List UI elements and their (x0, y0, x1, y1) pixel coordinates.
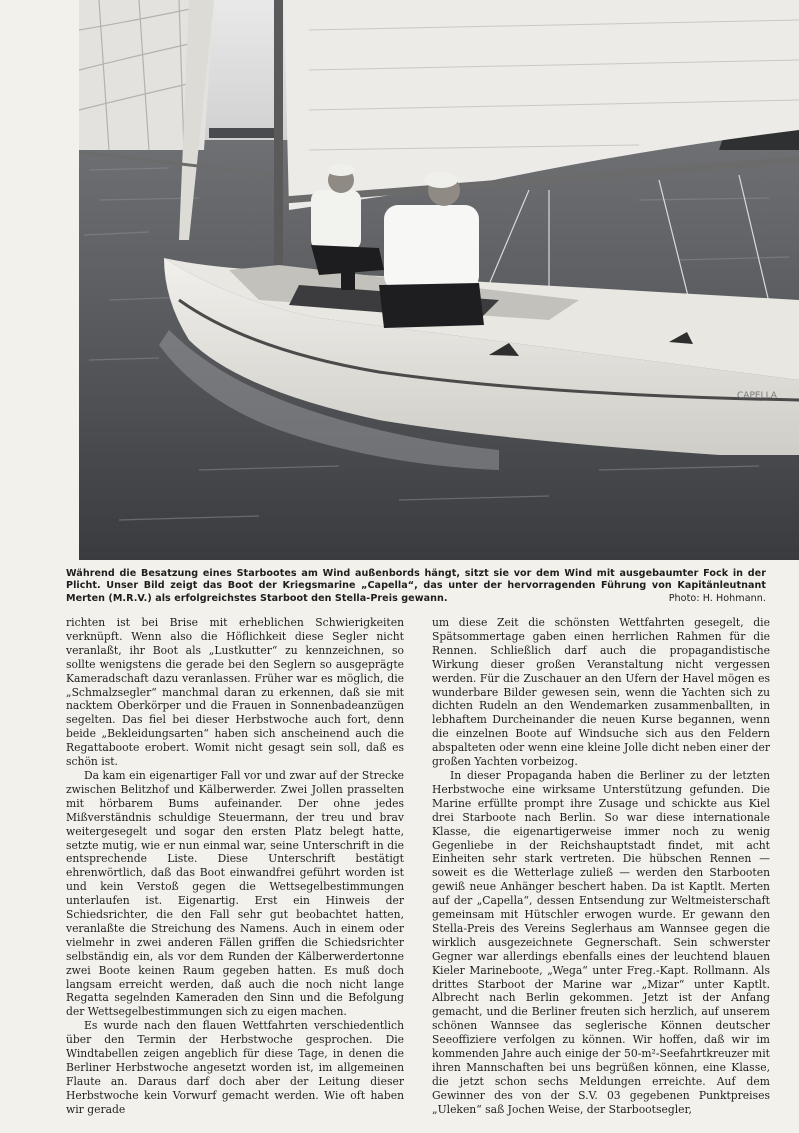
paragraph: um diese Zeit die schönsten Wettfahrten gesegelt, die Spätsommertage gaben einen herrlichen Rahmen für die Rennen. Schließlich darf auch die propagandistische Wirkung dieser großen Veranstaltung nicht vergessen werden. Für die Zuschauer an den Ufern der Havel mögen es wunderbare Bilder gewesen sein, wenn die Yachten sich zu dichten Rudeln an den Wendemarken zusammenballten, in lebhaftem Durcheinander die neuen Kurse begannen, wenn die einzelnen Boote auf Windsuche sich aus den Feldern abspalteten oder wenn eine kleine Jolle dicht neben einer der großen Yachten vorbeizog. (432, 616, 770, 769)
sailboat-photo (79, 0, 799, 560)
hull-lettering: CAPELLA (737, 391, 777, 401)
text-column-left (66, 616, 404, 1117)
photo-caption (66, 568, 766, 605)
paragraph: richten ist bei Brise mit erheblichen Schwierigkeiten verknüpft. Wenn also die Höflichkeit diese Segler nicht veranlaßt, ihr Boot als „Lustkutter“ zu kennzeichnen, so sollte wenigstens die gerade bei den Seglern so ausgeprägte Kameradschaft dazu veranlassen. Früher war es möglich, die „Schmalzsegler“ manchmal daran zu erkennen, daß sie mit nacktem Oberkörper und die Frauen in Sonnenbadeanzügen segelten. Das fiel bei dieser Herbstwoche auch fort, denn beide „Bekleidungsarten“ haben sich anscheinend auch die Regattaboote erobert. Womit nicht gesagt sein soll, daß es schön ist. (66, 616, 404, 769)
paragraph: In dieser Propaganda haben die Berliner zu der letzten Herbstwoche eine wirksame Unterstützung gefunden. Die Marine erfüllte prompt ihre Zusage und schickte aus Kiel drei Starboote nach Berlin. So war diese internationale Klasse, die eigenartigerweise immer noch zu wenig Gegenliebe in der Reichshauptstadt findet, mit acht Einheiten sehr stark vertreten. Die hübschen Rennen — soweit es die Wetterlage zuließ — werden den Starbooten gewiß neue Anhänger beschert haben. Da ist Kaptlt. Merten auf der „Capella“, dessen Entsendung zur Weltmeisterschaft gemeinsam mit Hütschler erwogen wurde. Er gewann den Stella-Preis des Vereins Seglerhaus am Wannsee gegen die wirklich ausgezeichnete Gegnerschaft. Sein schwerster Gegner war allerdings ebenfalls eines der leuchtend blauen Kieler Marineboote, „Wega“ unter Freg.-Kapt. Rollmann. Als drittes Starboot der Marine war „Mizar“ unter Kaptlt. Albrecht nach Berlin gekommen. Jetzt ist der Anfang gemacht, und die Berliner freuten sich herzlich, auf unserem schönen Wannsee das seglerische Können deutscher Seeoffiziere verfolgen zu können. Wir hoffen, daß wir im kommenden Jahre auch einige der 50-m²-Seefahrtkreuzer mit ihren Mannschaften bei uns begrüßen können, eine Klasse, die jetzt schon sechs Meldungen erreichte. Auf dem Gewinner des von der S.V. 03 gegebenen Punktpreises „Uleken“ saß Jochen Weise, der Starbootsegler, (432, 768, 770, 1116)
photo-credit: Photo: H. Hohmann. (668, 592, 766, 604)
caption-text: Während die Besatzung eines Starbootes am Wind außenbords hängt, sitzt sie vor dem Wind mit ausgebaumter Fock in der Plicht. Unser Bild zeigt das Boot der Kriegsmarine „Capella“, das unter der hervorragenden Führung von Kapitänleutnant Merten (M.R.V.) als erfolgreichstes Starboot den Stella-Preis gewann. (66, 568, 766, 604)
paragraph: Es wurde nach den flauen Wettfahrten verschiedentlich über den Termin der Herbstwoche gesprochen. Die Windtabellen zeigen angeblich für diese Tage, in denen die Berliner Herbstwoche angesetzt worden ist, im allgemeinen Flaute an. Daraus darf doch aber der Leitung dieser Herbstwoche kein Vorwurf gemacht werden. Wie oft haben wir gerade (66, 1019, 404, 1116)
paragraph: Da kam ein eigenartiger Fall vor und zwar auf der Strecke zwischen Belitzhof und Kälberwerder. Zwei Jollen prasselten mit hörbarem Bums aufeinander. Der ohne jedes Mißverständnis schuldige Steuermann, der treu und brav weitergesegelt und sogar den ersten Platz belegt hatte, setzte mutig, wie er nun einmal war, seine Unterschrift in die entsprechende Liste. Diese Unterschrift bestätigt ehrenwörtlich, daß das Boot einwandfrei geführt worden ist und kein Verstoß gegen die Wettsegelbestimmungen unterlaufen ist. Eigenartig. Erst ein Hinweis der Schiedsrichter, die den Fall sehr gut beobachtet hatten, veranlaßte die Streichung des Namens. Auch in einem oder vielmehr in zwei anderen Fällen griffen die Schiedsrichter selbständig ein, als vor dem Runden der Kälberwerdertonne zwei Boote keinen Raum gegeben hatten. Es muß doch langsam erreicht werden, daß auch die noch nicht lange Regatta segelnden Kameraden den Sinn und die Befolgung der Wettsegelbestimmungen sich zu eigen machen. (66, 768, 404, 1019)
text-column-right (432, 616, 770, 1117)
